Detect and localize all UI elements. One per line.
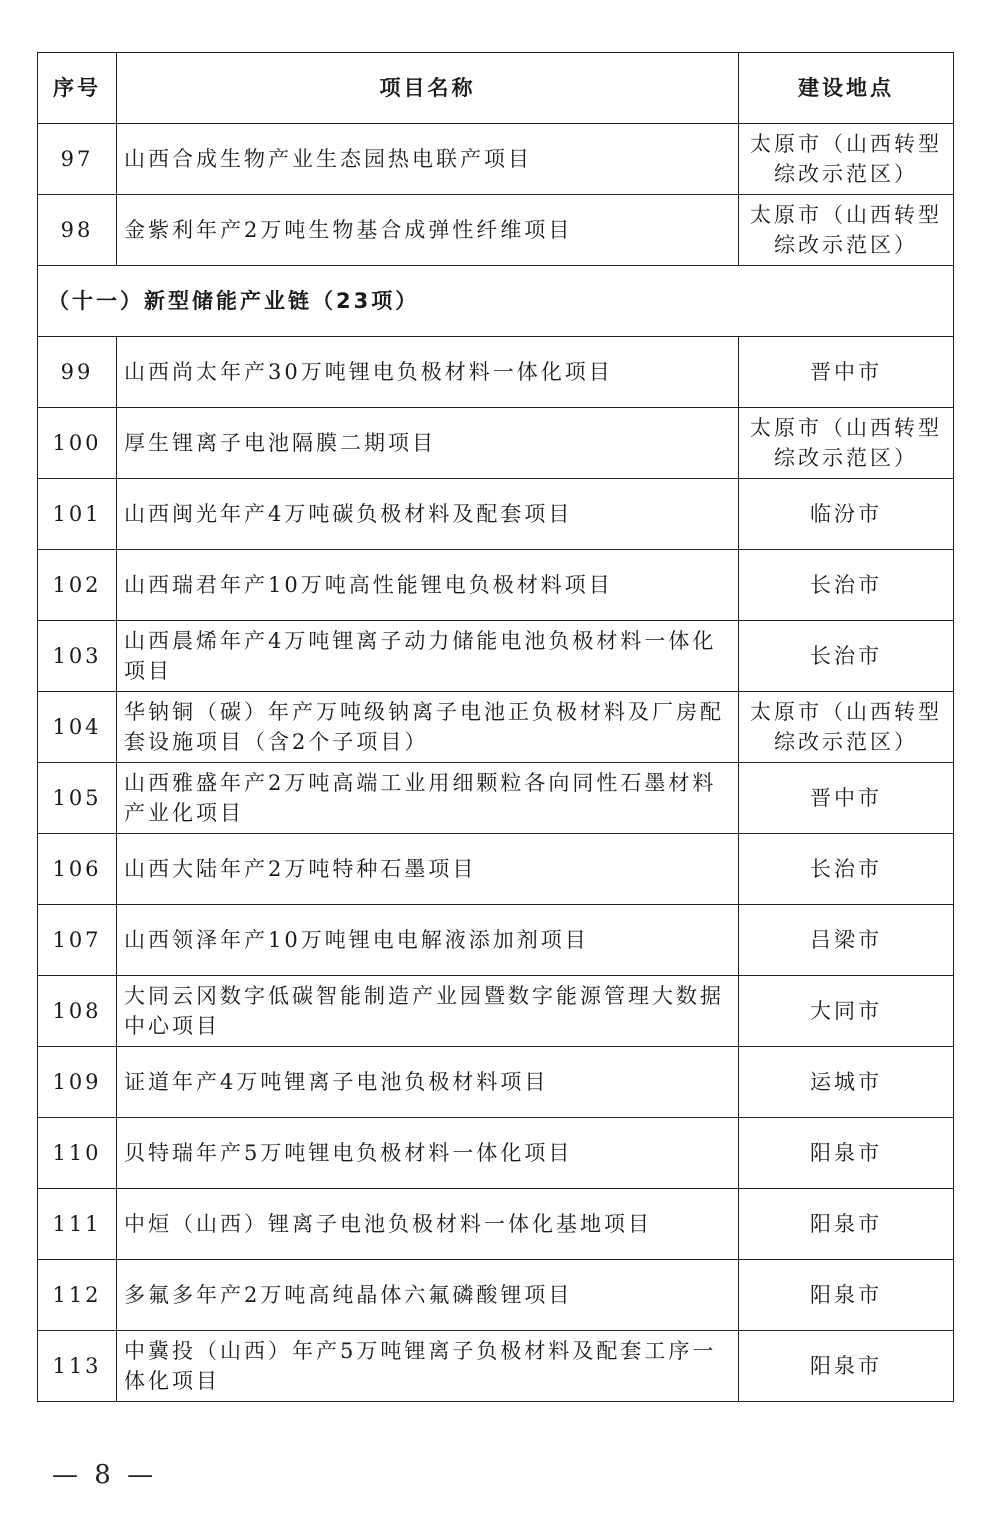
table-row <box>38 479 954 550</box>
project-location: 长治市 <box>739 834 954 905</box>
project-name: 山西合成生物产业生态园热电联产项目 <box>117 124 739 195</box>
row-number: 105 <box>38 763 117 834</box>
project-location: 太原市（山西转型综改示范区） <box>739 124 954 195</box>
project-name: 山西领泽年产10万吨锂电电解液添加剂项目 <box>117 905 739 976</box>
project-name: 中冀投（山西）年产5万吨锂离子负极材料及配套工序一体化项目 <box>117 1331 739 1402</box>
project-name: 金紫利年产2万吨生物基合成弹性纤维项目 <box>117 195 739 266</box>
table-row <box>38 124 954 195</box>
project-location: 临汾市 <box>739 479 954 550</box>
row-number: 101 <box>38 479 117 550</box>
project-location: 太原市（山西转型综改示范区） <box>739 195 954 266</box>
project-name: 贝特瑞年产5万吨锂电负极材料一体化项目 <box>117 1118 739 1189</box>
table-row <box>38 976 954 1047</box>
table-row <box>38 1118 954 1189</box>
project-name: 华钠铜（碳）年产万吨级钠离子电池正负极材料及厂房配套设施项目（含2个子项目） <box>117 692 739 763</box>
project-location: 长治市 <box>739 550 954 621</box>
table-row <box>38 905 954 976</box>
table-row <box>38 692 954 763</box>
project-table <box>37 52 954 1402</box>
project-location: 晋中市 <box>739 337 954 408</box>
section-group <box>38 266 954 337</box>
header-location: 建设地点 <box>739 53 954 124</box>
table-row <box>38 1047 954 1118</box>
row-number: 111 <box>38 1189 117 1260</box>
table-row <box>38 195 954 266</box>
project-location: 太原市（山西转型综改示范区） <box>739 408 954 479</box>
row-number: 108 <box>38 976 117 1047</box>
project-location: 吕梁市 <box>739 905 954 976</box>
header-no: 序号 <box>38 53 117 124</box>
row-number: 107 <box>38 905 117 976</box>
project-name: 山西雅盛年产2万吨高端工业用细颗粒各向同性石墨材料产业化项目 <box>117 763 739 834</box>
table-row <box>38 763 954 834</box>
page-number: — 8 — <box>52 1460 158 1490</box>
section-title: （十一）新型储能产业链（23项） <box>38 266 954 337</box>
row-number: 102 <box>38 550 117 621</box>
project-name: 证道年产4万吨锂离子电池负极材料项目 <box>117 1047 739 1118</box>
table-row <box>38 550 954 621</box>
project-name: 山西大陆年产2万吨特种石墨项目 <box>117 834 739 905</box>
rows-group-a <box>38 124 954 266</box>
table-row <box>38 408 954 479</box>
project-name: 山西闽光年产4万吨碳负极材料及配套项目 <box>117 479 739 550</box>
project-name: 厚生锂离子电池隔膜二期项目 <box>117 408 739 479</box>
section-row <box>38 266 954 337</box>
table-row <box>38 834 954 905</box>
row-number: 106 <box>38 834 117 905</box>
project-location: 阳泉市 <box>739 1260 954 1331</box>
project-location: 太原市（山西转型综改示范区） <box>739 692 954 763</box>
row-number: 112 <box>38 1260 117 1331</box>
project-location: 阳泉市 <box>739 1331 954 1402</box>
row-number: 98 <box>38 195 117 266</box>
project-name: 多氟多年产2万吨高纯晶体六氟磷酸锂项目 <box>117 1260 739 1331</box>
project-name: 山西尚太年产30万吨锂电负极材料一体化项目 <box>117 337 739 408</box>
row-number: 110 <box>38 1118 117 1189</box>
table-row <box>38 1260 954 1331</box>
row-number: 113 <box>38 1331 117 1402</box>
project-location: 晋中市 <box>739 763 954 834</box>
row-number: 99 <box>38 337 117 408</box>
project-name: 中烜（山西）锂离子电池负极材料一体化基地项目 <box>117 1189 739 1260</box>
table-row <box>38 337 954 408</box>
project-name: 山西晨烯年产4万吨锂离子动力储能电池负极材料一体化项目 <box>117 621 739 692</box>
project-location: 运城市 <box>739 1047 954 1118</box>
project-location: 大同市 <box>739 976 954 1047</box>
row-number: 103 <box>38 621 117 692</box>
table-row <box>38 1189 954 1260</box>
row-number: 100 <box>38 408 117 479</box>
project-location: 长治市 <box>739 621 954 692</box>
rows-group-b <box>38 337 954 1402</box>
project-name: 大同云冈数字低碳智能制造产业园暨数字能源管理大数据中心项目 <box>117 976 739 1047</box>
table-row <box>38 621 954 692</box>
row-number: 97 <box>38 124 117 195</box>
table-header-row <box>38 53 954 124</box>
header-name: 项目名称 <box>117 53 739 124</box>
project-location: 阳泉市 <box>739 1189 954 1260</box>
row-number: 109 <box>38 1047 117 1118</box>
table-row <box>38 1331 954 1402</box>
project-name: 山西瑞君年产10万吨高性能锂电负极材料项目 <box>117 550 739 621</box>
project-location: 阳泉市 <box>739 1118 954 1189</box>
row-number: 104 <box>38 692 117 763</box>
